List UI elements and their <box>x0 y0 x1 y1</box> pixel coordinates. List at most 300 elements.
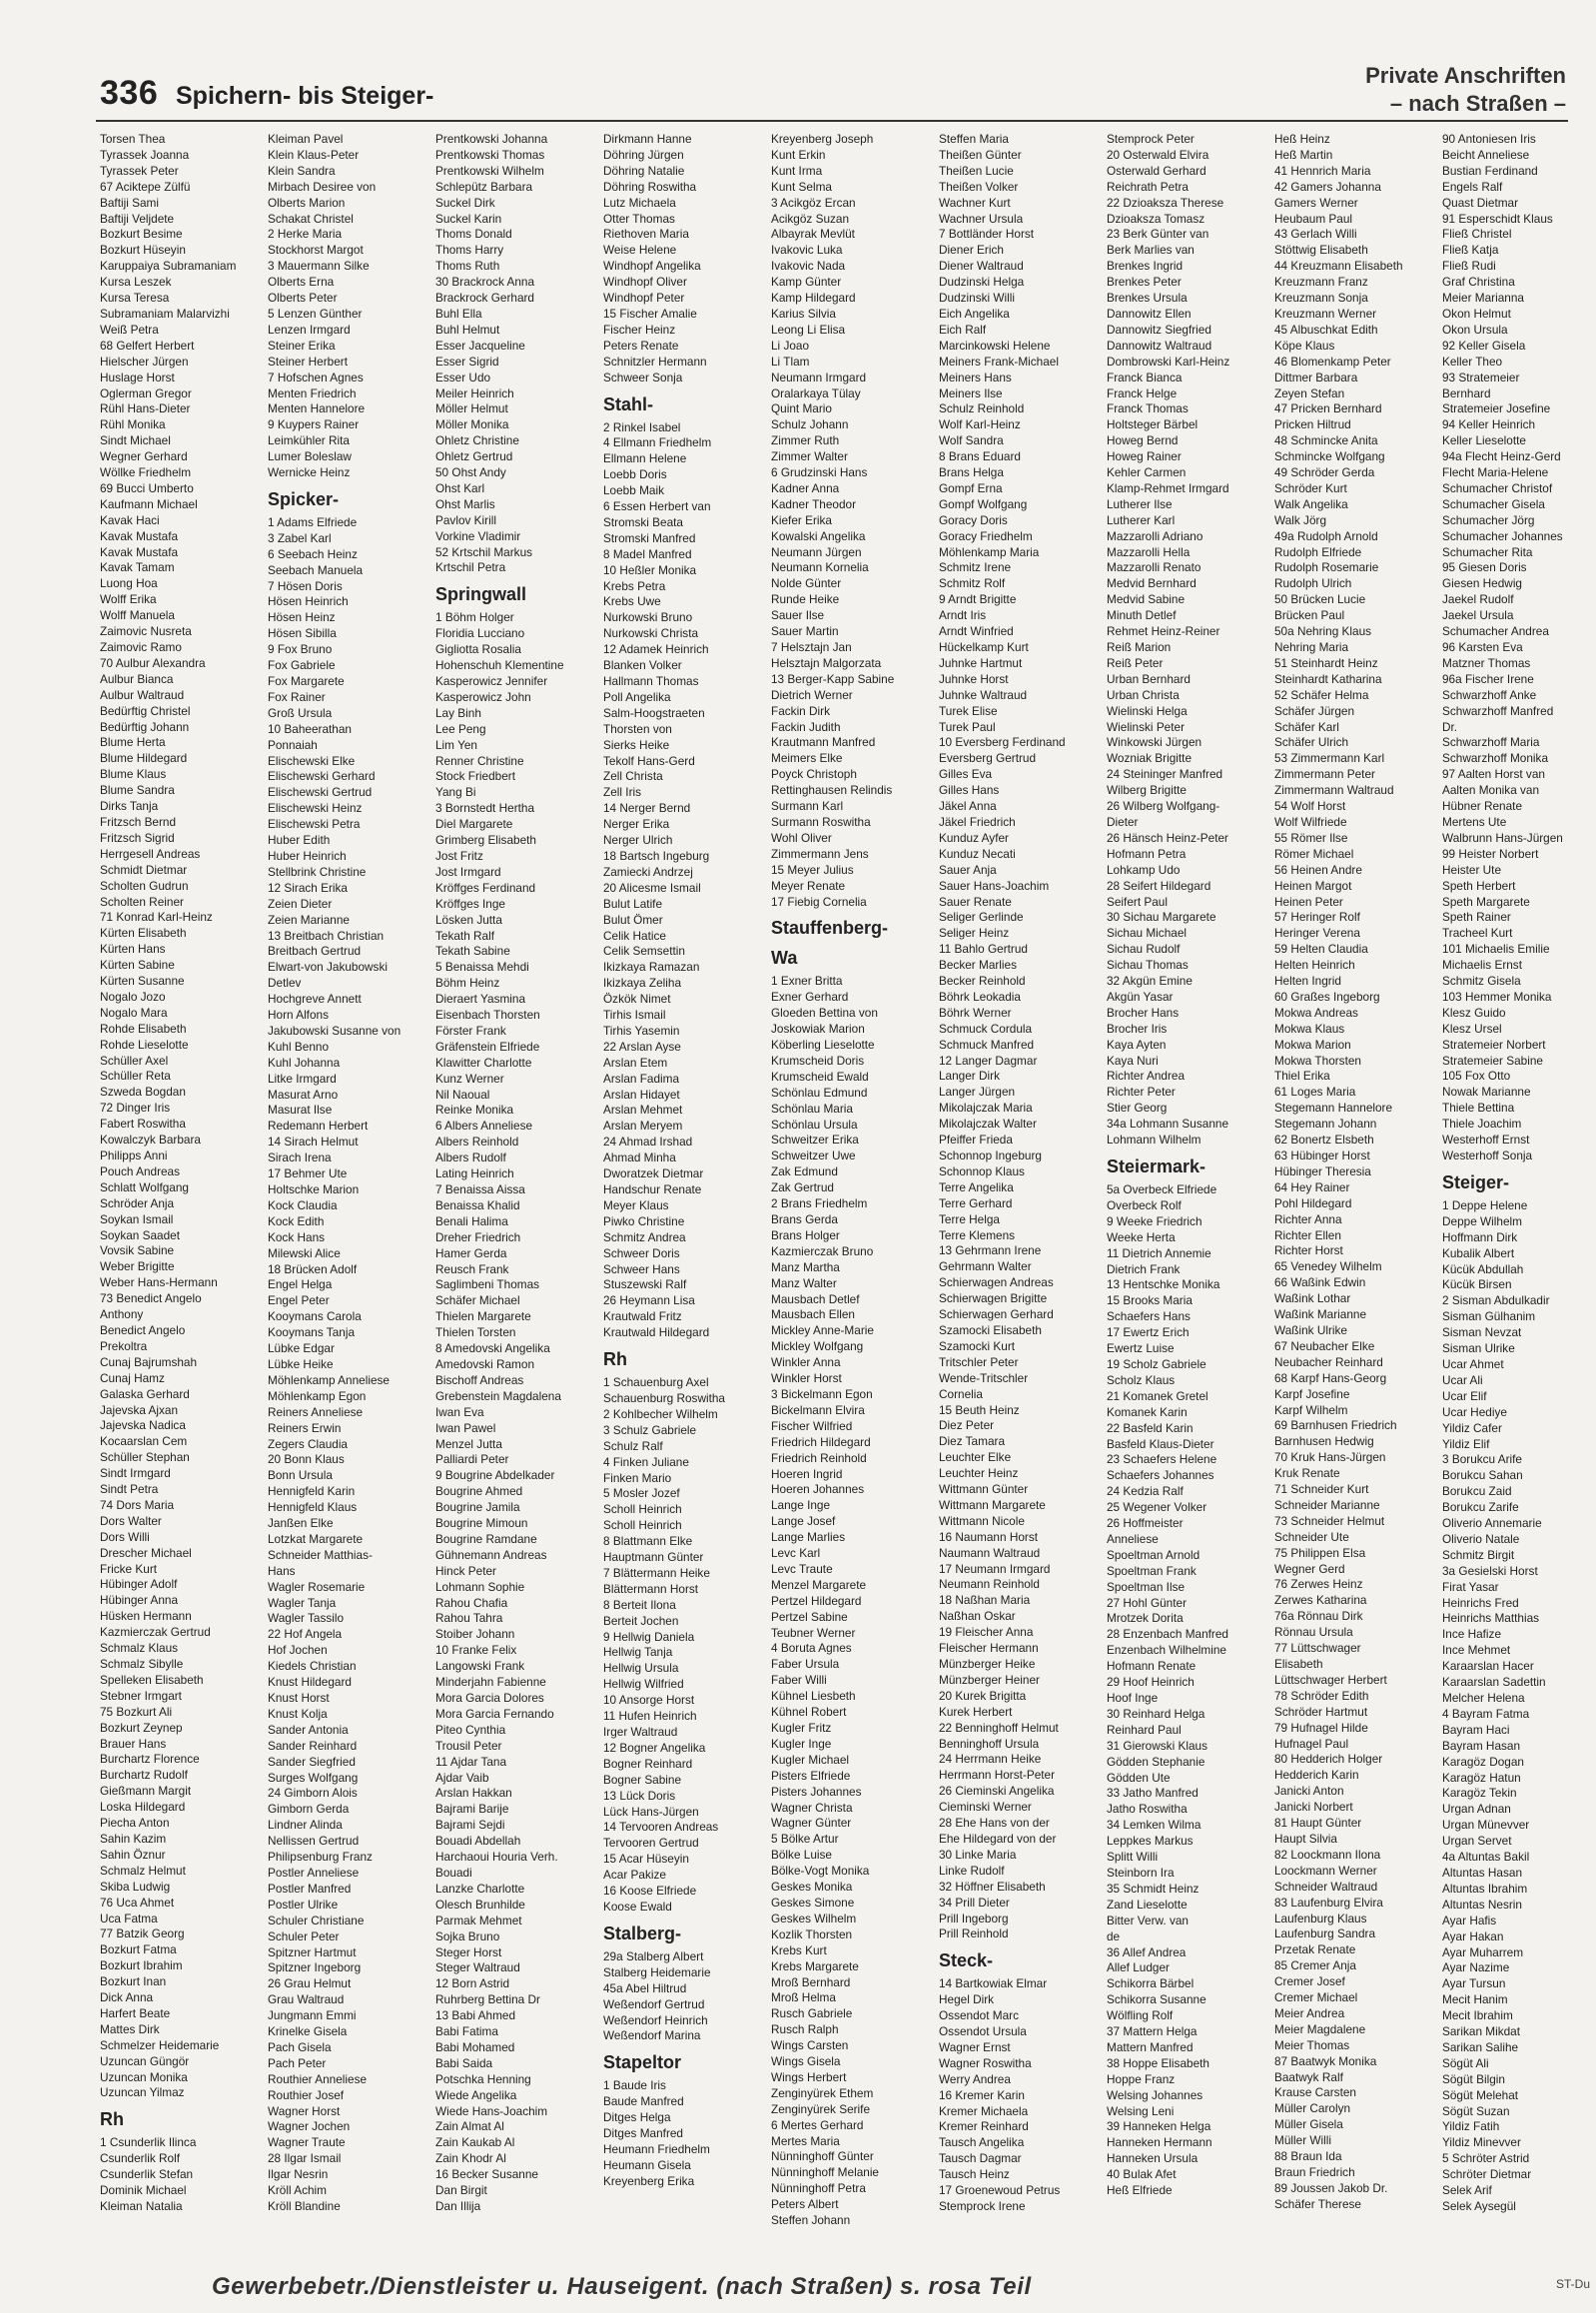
resident-entry: Reusch Frank <box>435 1261 509 1276</box>
resident-entry: Dombrowski Karl-Heinz <box>1107 354 1230 369</box>
resident-entry: Karaarslan Sadettin <box>1442 1675 1546 1690</box>
resident-entry: Lim Yen <box>435 737 477 752</box>
resident-entry: 85 Cremer Anja <box>1274 1958 1356 1973</box>
resident-entry: Fischer Heinz <box>603 322 676 337</box>
resident-entry: Ucar Ahmet <box>1442 1356 1504 1371</box>
resident-entry: Nil Naoual <box>435 1087 490 1102</box>
resident-entry: 77 Batzik Georg <box>100 1927 185 1941</box>
resident-entry: 87 Baatwyk Monika <box>1274 2053 1377 2068</box>
resident-entry: 5a Overbeck Elfriede <box>1107 1182 1217 1196</box>
resident-entry: Oglerman Gregor <box>100 386 192 400</box>
resident-entry: Zak Edmund <box>771 1164 838 1179</box>
resident-entry: Arndt Winfried <box>939 624 1014 639</box>
resident-entry: Kreyenberg Joseph <box>771 132 874 146</box>
resident-entry: Minderjahn Fabienne <box>435 1675 546 1690</box>
resident-entry: 26 Heymann Lisa <box>603 1293 695 1308</box>
resident-entry: 7 Hofschen Agnes <box>268 370 364 385</box>
resident-entry: 13 Babi Ahmed <box>435 2008 516 2023</box>
resident-entry: Melcher Helena <box>1442 1691 1525 1705</box>
resident-entry: Ruhrberg Bettina Dr <box>435 1992 540 2007</box>
resident-entry: 83 Laufenburg Elvira <box>1274 1895 1383 1910</box>
resident-entry: Kasperowicz John <box>435 689 531 704</box>
resident-entry: Drescher Michael <box>100 1545 192 1560</box>
resident-entry: Rehmet Heinz-Reiner <box>1107 624 1220 639</box>
resident-entry: Mora Garcia Fernando <box>435 1706 554 1721</box>
resident-entry: 8 Berteit Ilona <box>603 1597 676 1612</box>
resident-entry: Winkowski Jürgen <box>1107 735 1202 750</box>
resident-entry: 70 Kruk Hans-Jürgen <box>1274 1450 1386 1465</box>
resident-entry: 63 Hübinger Horst <box>1274 1149 1370 1162</box>
resident-entry: 18 Naßhan Maria <box>939 1593 1031 1608</box>
resident-entry: Li Tlam <box>771 354 810 369</box>
resident-entry: Ditges Helga <box>603 2110 671 2125</box>
resident-entry: Juhnke Waltraud <box>939 687 1028 702</box>
resident-entry: Schulz Ralf <box>603 1438 663 1453</box>
resident-entry: Heinen Margot <box>1274 878 1352 893</box>
resident-entry: Stromski Manfred <box>603 530 696 545</box>
resident-entry: Sarikan Mikdat <box>1442 2024 1521 2039</box>
resident-entry: Szamocki Elisabeth <box>939 1322 1042 1337</box>
resident-entry: Thielen Torsten <box>435 1325 516 1340</box>
resident-entry: Hofmann Renate <box>1107 1659 1197 1674</box>
resident-entry: 78 Schröder Edith <box>1274 1688 1369 1703</box>
resident-entry: Müller Willi <box>1274 2133 1332 2148</box>
resident-entry: Michaelis Ernst <box>1442 958 1522 973</box>
resident-entry: Schneider Matthias- <box>268 1547 373 1562</box>
resident-entry: 6 Mertes Gerhard <box>771 2117 864 2132</box>
resident-entry: Zamiecki Andrzej <box>603 864 693 879</box>
resident-entry: Holtschke Marion <box>268 1182 360 1196</box>
resident-entry: Pohl Hildegard <box>1274 1195 1352 1210</box>
directory-column <box>1274 132 1436 2259</box>
resident-entry: Karuppaiya Subramaniam <box>100 259 237 274</box>
resident-entry: Krebs Margarete <box>771 1958 859 1973</box>
resident-entry: Ahmad Minha <box>603 1151 676 1165</box>
resident-entry: Windhopf Angelika <box>603 259 701 274</box>
resident-entry: Hellwig Tanja <box>603 1645 673 1660</box>
resident-entry: Braun Friedrich <box>1274 2165 1355 2179</box>
resident-entry: Bogner Reinhard <box>603 1756 693 1771</box>
resident-entry: Kürten Elisabeth <box>100 926 187 941</box>
resident-entry: Li Joao <box>771 338 810 353</box>
section-title-line1: Private Anschriften <box>1365 63 1566 88</box>
resident-entry: 28 Ehe Hans von der <box>939 1816 1050 1831</box>
resident-entry: Albers Rudolf <box>435 1151 506 1165</box>
resident-entry: Dors Walter <box>100 1513 162 1528</box>
resident-entry: Dieter <box>1107 814 1139 829</box>
resident-entry: Huslage Horst <box>100 370 175 385</box>
resident-entry: Fox Gabriele <box>268 658 336 673</box>
resident-entry: Krause Carsten <box>1274 2085 1356 2100</box>
resident-entry: Böhrk Werner <box>939 1005 1012 1020</box>
resident-entry: Wachner Kurt <box>939 195 1011 210</box>
resident-entry: Nogalo Jozo <box>100 989 166 1004</box>
resident-entry: 10 Eversberg Ferdinand <box>939 735 1066 750</box>
resident-entry: 17 Behmer Ute <box>268 1166 348 1181</box>
resident-entry: Jäkel Anna <box>939 799 997 814</box>
resident-entry: Schakat Christel <box>268 211 354 226</box>
resident-entry: Bayram Haci <box>1442 1722 1510 1737</box>
resident-entry: Soykan Ismail <box>100 1211 174 1226</box>
resident-entry: Mora Garcia Dolores <box>435 1691 544 1705</box>
resident-entry: 15 Acar Hüseyin <box>603 1852 689 1867</box>
resident-entry: Stratemeier Sabine <box>1442 1053 1543 1068</box>
resident-entry: Brenkes Ursula <box>1107 291 1188 306</box>
resident-entry: Weßendorf Gertrud <box>603 1996 705 2011</box>
resident-entry: Stalberg Heidemarie <box>603 1964 711 1979</box>
resident-entry: 28 Enzenbach Manfred <box>1107 1627 1228 1642</box>
resident-entry: Meier Magdalene <box>1274 2021 1366 2036</box>
resident-entry: Sögüt Bilgin <box>1442 2071 1505 2086</box>
resident-entry: Özkök Nimet <box>603 992 671 1007</box>
resident-entry: Reiners Anneliese <box>268 1404 364 1419</box>
resident-entry: Vovsik Sabine <box>100 1243 175 1258</box>
resident-entry: Thielen Margarete <box>435 1309 531 1324</box>
resident-entry: Schierwagen Brigitte <box>939 1291 1048 1306</box>
resident-entry: Rohde Elisabeth <box>100 1021 187 1036</box>
resident-entry: Spoeltman Arnold <box>1107 1547 1200 1562</box>
resident-entry: 94 Keller Heinrich <box>1442 417 1536 432</box>
resident-entry: 75 Philippen Elsa <box>1274 1545 1366 1560</box>
resident-entry: Waßink Ulrike <box>1274 1322 1347 1337</box>
directory-column <box>603 132 765 2259</box>
resident-entry: Cunaj Bajrumshah <box>100 1354 198 1369</box>
resident-entry: Iwan Eva <box>435 1404 484 1419</box>
resident-entry: Speth Herbert <box>1442 878 1516 893</box>
resident-entry: Fox Margarete <box>268 674 345 688</box>
resident-entry: Geskes Monika <box>771 1880 853 1895</box>
resident-entry: Quint Mario <box>771 401 832 416</box>
resident-entry: Prentkowski Thomas <box>435 147 545 162</box>
resident-entry: Schäfer Ulrich <box>1274 735 1349 750</box>
directory-column <box>1442 132 1596 2259</box>
resident-entry: 93 Stratemeier <box>1442 370 1520 385</box>
resident-entry: Wagler Tanja <box>268 1595 337 1610</box>
resident-entry: Kruk Renate <box>1274 1466 1340 1481</box>
resident-entry: Mickley Anne-Marie <box>771 1323 874 1338</box>
resident-entry: Brans Gerda <box>771 1212 838 1226</box>
resident-entry: 5 Mosler Jozef <box>603 1486 680 1501</box>
resident-entry: 6 Albers Anneliese <box>435 1119 533 1134</box>
resident-entry: Zenginyürek Serife <box>771 2101 871 2116</box>
resident-entry: Peters Renate <box>603 338 679 353</box>
resident-entry: Schlepütz Barbara <box>435 179 533 194</box>
resident-entry: Kücük Abdullah <box>1442 1261 1524 1276</box>
resident-entry: Schwarzhoff Maria <box>1442 735 1540 750</box>
resident-entry: 26 Cieminski Angelika <box>939 1784 1055 1799</box>
resident-entry: Heister Ute <box>1442 862 1502 877</box>
resident-entry: Okon Helmut <box>1442 306 1511 321</box>
resident-entry: Stratemeier Norbert <box>1442 1037 1546 1052</box>
resident-entry: Prentkowski Johanna <box>435 132 548 146</box>
resident-entry: Olberts Erna <box>268 275 335 290</box>
resident-entry: 28 Ilgar Ismail <box>268 2151 342 2166</box>
resident-entry: Floridia Lucciano <box>435 626 525 641</box>
resident-entry: Bozkurt Ibrahim <box>100 1958 183 1973</box>
resident-entry: Lenzen Irmgard <box>268 322 351 337</box>
resident-entry: Jost Irmgard <box>435 864 501 879</box>
resident-entry: Wegner Gerhard <box>100 449 188 464</box>
resident-entry: Sisman Nevzat <box>1442 1325 1522 1340</box>
resident-entry: 44 Kreuzmann Elisabeth <box>1274 259 1403 274</box>
resident-entry: Huber Heinrich <box>268 848 347 863</box>
resident-entry: Menzel Jutta <box>435 1436 502 1451</box>
resident-entry: Fritzsch Bernd <box>100 814 177 829</box>
resident-entry: Wagner Ernst <box>939 2039 1011 2054</box>
resident-entry: Benali Halima <box>435 1213 508 1228</box>
resident-entry: Weber Brigitte <box>100 1259 175 1274</box>
resident-entry: Weßendorf Heinrich <box>603 2012 708 2027</box>
resident-entry: Enzenbach Wilhelmine <box>1107 1643 1226 1658</box>
resident-entry: Helsztajn Malgorzata <box>771 655 882 670</box>
resident-entry: Leuchter Heinz <box>939 1466 1019 1481</box>
resident-entry: Kreuzmann Werner <box>1274 306 1377 321</box>
resident-entry: Westerhoff Ernst <box>1442 1133 1530 1148</box>
resident-entry: 65 Venedey Wilhelm <box>1274 1259 1382 1274</box>
resident-entry: Schumacher Andrea <box>1442 624 1549 639</box>
resident-entry: Hochgreve Annett <box>268 992 362 1007</box>
resident-entry: Holtsteger Bärbel <box>1107 417 1198 432</box>
resident-entry: Zain Kaukab Al <box>435 2135 515 2150</box>
resident-entry: Hauptmann Günter <box>603 1550 704 1565</box>
resident-entry: Baftiji Sami <box>100 195 160 210</box>
resident-entry: Kremer Reinhard <box>939 2119 1029 2134</box>
resident-entry: Leuchter Elke <box>939 1450 1012 1465</box>
resident-entry: Wittmann Günter <box>939 1482 1029 1497</box>
resident-entry: 3a Gesielski Horst <box>1442 1563 1538 1578</box>
resident-entry: Steinhardt Katharina <box>1274 671 1382 686</box>
resident-entry: Surmann Karl <box>771 799 844 814</box>
resident-entry: Altuntas Ibrahim <box>1442 1881 1528 1896</box>
resident-entry: Poyck Christoph <box>771 767 857 782</box>
resident-entry: Becker Reinhold <box>939 974 1026 989</box>
resident-entry: Meiners Frank-Michael <box>939 354 1059 369</box>
resident-entry: Schmitz Birgit <box>1442 1547 1515 1562</box>
resident-entry: Lotzkat Margarete <box>268 1531 364 1546</box>
resident-entry: Westerhoff Sonja <box>1442 1149 1533 1162</box>
resident-entry: Linke Rudolf <box>939 1863 1005 1878</box>
resident-entry: Geskes Wilhelm <box>771 1911 857 1926</box>
resident-entry: 16 Koose Elfriede <box>603 1884 697 1899</box>
resident-entry: Lohmann Sophie <box>435 1579 525 1594</box>
resident-entry: Steffen Maria <box>939 132 1009 146</box>
resident-entry: Blume Hildegard <box>100 751 188 766</box>
resident-entry: 20 Kurek Brigitta <box>939 1688 1027 1703</box>
resident-entry: Schulz Johann <box>771 417 849 432</box>
resident-entry: Blanken Volker <box>603 658 682 673</box>
resident-entry: Bogner Sabine <box>603 1772 682 1787</box>
resident-entry: Langowski Frank <box>435 1659 525 1674</box>
resident-entry: Hoeren Ingrid <box>771 1466 843 1481</box>
resident-entry: Hellwig Wilfried <box>603 1677 684 1692</box>
resident-entry: Lange Inge <box>771 1498 831 1513</box>
resident-entry: Tritschler Peter <box>939 1354 1019 1369</box>
resident-entry: Steiner Erika <box>268 338 336 353</box>
resident-entry: Kleiman Pavel <box>268 132 344 146</box>
resident-entry: Krautmann Manfred <box>771 735 876 750</box>
resident-entry: Elischewski Gertrud <box>268 785 373 800</box>
resident-entry: Nerger Ulrich <box>603 833 673 848</box>
resident-entry: Yang Bi <box>435 785 476 800</box>
resident-entry: Stebner Irmgart <box>100 1688 182 1703</box>
resident-entry: 41 Hennrich Maria <box>1274 163 1371 178</box>
resident-entry: Stier Georg <box>1107 1101 1168 1116</box>
resident-entry: Hösen Heinrich <box>268 594 349 609</box>
resident-entry: Hans <box>268 1563 296 1578</box>
resident-entry: Kursa Leszek <box>100 275 172 290</box>
resident-entry: Szweda Bogdan <box>100 1085 186 1100</box>
resident-entry: Fritzsch Sigrid <box>100 830 175 845</box>
resident-entry: Anthony <box>100 1307 144 1322</box>
resident-entry: 19 Scholz Gabriele <box>1107 1356 1206 1371</box>
resident-entry: Mecit Hanim <box>1442 1992 1508 2007</box>
resident-entry: Schneider Ute <box>1274 1529 1349 1544</box>
street-heading: Stauffenberg- <box>771 918 888 939</box>
resident-entry: Suckel Karin <box>435 211 502 226</box>
resident-entry: 39 Hanneken Helga <box>1107 2119 1211 2134</box>
resident-entry: 11 Dietrich Annemie <box>1107 1245 1211 1260</box>
resident-entry: Csunderlik Rolf <box>100 2151 180 2166</box>
resident-entry: Zell Christa <box>603 769 663 784</box>
resident-entry: Heringer Verena <box>1274 926 1360 941</box>
resident-entry: Rettinghausen Relindis <box>771 783 893 798</box>
resident-entry: Bouadi Abdellah <box>435 1834 521 1849</box>
resident-entry: Mausbach Detlef <box>771 1291 860 1306</box>
resident-entry: Krebs Petra <box>603 578 666 593</box>
resident-entry: Kugler Fritz <box>771 1721 832 1735</box>
resident-entry: Litke Irmgard <box>268 1071 337 1086</box>
resident-entry: 4 Boruta Agnes <box>771 1641 852 1656</box>
resident-entry: Blume Herta <box>100 735 166 750</box>
resident-entry: 38 Hoppe Elisabeth <box>1107 2055 1209 2070</box>
resident-entry: Döhring Natalie <box>603 163 685 178</box>
resident-entry: Lee Peng <box>435 721 486 736</box>
resident-entry: 17 Groenewoud Petrus <box>939 2183 1061 2198</box>
resident-entry: Becker Marlies <box>939 958 1018 973</box>
resident-entry: 26 Grau Helmut <box>268 1976 352 1991</box>
resident-entry: Dors Willi <box>100 1529 150 1544</box>
resident-entry: 52 Schäfer Helma <box>1274 687 1369 702</box>
resident-entry: Anneliese <box>1107 1531 1159 1546</box>
resident-entry: Lay Binh <box>435 705 481 720</box>
resident-entry: Nogalo Mara <box>100 1005 168 1020</box>
street-heading: Spicker- <box>268 488 340 509</box>
resident-entry: 13 Hentschke Monika <box>1107 1277 1220 1292</box>
resident-entry: Wöllke Friedhelm <box>100 465 192 480</box>
street-heading: Rh <box>603 1349 627 1370</box>
resident-entry: Dreher Friedrich <box>435 1229 521 1244</box>
resident-entry: Dworatzek Dietmar <box>603 1166 704 1181</box>
resident-entry: Sahin Kazim <box>100 1831 167 1846</box>
resident-entry: Naumann Waltraud <box>939 1545 1041 1560</box>
resident-entry: Karius Silvia <box>771 306 836 321</box>
resident-entry: Suckel Dirk <box>435 195 495 210</box>
resident-entry: Tausch Dagmar <box>939 2151 1022 2166</box>
resident-entry: Diener Erich <box>939 243 1004 258</box>
resident-entry: Matzner Thomas <box>1442 655 1531 670</box>
resident-entry: Babi Fatima <box>435 2024 498 2039</box>
resident-entry: Hanneken Ursula <box>1107 2151 1198 2166</box>
resident-entry: Jajevska Nadica <box>100 1418 186 1433</box>
resident-entry: Bougrine Ramdane <box>435 1531 537 1546</box>
resident-entry: Fox Rainer <box>268 689 326 704</box>
resident-entry: 46 Blomenkamp Peter <box>1274 354 1391 369</box>
resident-entry: Haupt Silvia <box>1274 1831 1337 1846</box>
resident-entry: Eich Angelika <box>939 306 1010 321</box>
resident-entry: Buhl Ella <box>435 306 482 321</box>
resident-entry: 34 Lemken Wilma <box>1107 1818 1201 1833</box>
resident-entry: Seliger Gerlinde <box>939 910 1024 925</box>
resident-entry: 89 Joussen Jakob Dr. <box>1274 2180 1388 2195</box>
resident-entry: Bouadi <box>435 1865 472 1880</box>
resident-entry: Gehrmann Walter <box>939 1259 1032 1274</box>
resident-entry: Cremer Michael <box>1274 1990 1358 2005</box>
resident-entry: Römer Michael <box>1274 846 1354 861</box>
resident-entry: Nünninghoff Günter <box>771 2149 874 2164</box>
resident-entry: Urban Bernhard <box>1107 671 1191 686</box>
resident-entry: 22 Dzioaksza Therese <box>1107 195 1224 210</box>
resident-entry: Dick Anna <box>100 1990 154 2005</box>
resident-entry: Rudolph Rosemarie <box>1274 560 1379 575</box>
resident-entry: Kock Claudia <box>268 1197 338 1212</box>
resident-entry: Borukcu Zaid <box>1442 1484 1512 1499</box>
resident-entry: 76a Rönnau Dirk <box>1274 1609 1363 1624</box>
resident-entry: Arslan Hidayet <box>603 1087 680 1102</box>
resident-entry: Uzuncan Güngör <box>100 2053 190 2068</box>
resident-entry: Richter Peter <box>1107 1085 1176 1100</box>
resident-entry: Sisman Gülhanim <box>1442 1309 1536 1324</box>
resident-entry: Elischewski Petra <box>268 817 361 832</box>
resident-entry: Stegemann Hannelore <box>1274 1101 1393 1116</box>
resident-entry: Szamocki Kurt <box>939 1338 1016 1353</box>
resident-entry: 50 Brücken Lucie <box>1274 592 1366 607</box>
resident-entry: Sander Siegfried <box>268 1754 356 1769</box>
resident-entry: Sander Reinhard <box>268 1738 358 1753</box>
resident-entry: Meiler Heinrich <box>435 386 514 400</box>
resident-entry: 71 Schneider Kurt <box>1274 1482 1369 1497</box>
resident-entry: Neumann Kornelia <box>771 560 869 575</box>
resident-entry: Rühl Hans-Dieter <box>100 401 191 416</box>
resident-entry: 1 Csunderlik Ilinca <box>100 2135 197 2150</box>
resident-entry: Tausch Heinz <box>939 2167 1010 2182</box>
resident-entry: Gräfenstein Elfriede <box>435 1039 540 1054</box>
resident-entry: Zell Iris <box>603 785 642 800</box>
resident-entry: Piwko Christine <box>603 1213 685 1228</box>
resident-entry: Heubaum Paul <box>1274 211 1353 226</box>
resident-entry: Beicht Anneliese <box>1442 147 1530 162</box>
resident-entry: 17 Ewertz Erich <box>1107 1325 1190 1340</box>
resident-entry: Selek Aysegül <box>1442 2199 1516 2213</box>
resident-entry: Gödden Stephanie <box>1107 1754 1205 1769</box>
resident-entry: 5 Benaissa Mehdi <box>435 960 529 975</box>
resident-entry: 103 Hemmer Monika <box>1442 989 1552 1004</box>
resident-entry: Ohletz Christine <box>435 433 519 448</box>
resident-entry: 55 Römer Ilse <box>1274 830 1348 845</box>
resident-entry: Milewski Alice <box>268 1245 341 1260</box>
resident-entry: Knust Kolja <box>268 1706 328 1721</box>
resident-entry: Bozkurt Zeynep <box>100 1720 183 1735</box>
resident-entry: 67 Neubacher Elke <box>1274 1338 1375 1353</box>
resident-entry: Kuhl Benno <box>268 1039 330 1054</box>
resident-entry: Sander Antonia <box>268 1722 349 1737</box>
resident-entry: Herrgesell Andreas <box>100 846 201 861</box>
resident-entry: Bedürftig Christel <box>100 703 191 718</box>
resident-entry: Rahou Chafia <box>435 1595 508 1610</box>
resident-entry: 5 Schröter Astrid <box>1442 2151 1530 2166</box>
resident-entry: Stock Friedbert <box>435 769 515 784</box>
resident-entry: Wiede Hans-Joachim <box>435 2103 548 2118</box>
resident-entry: Schmuck Manfred <box>939 1037 1035 1052</box>
